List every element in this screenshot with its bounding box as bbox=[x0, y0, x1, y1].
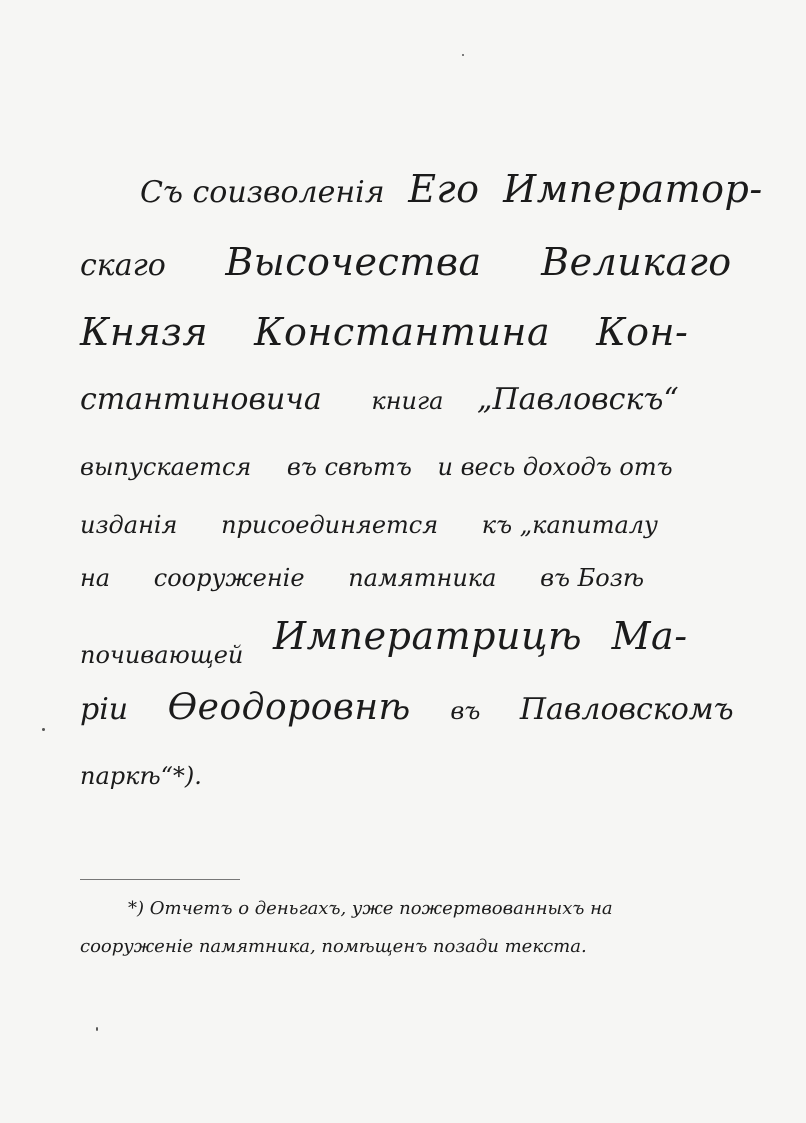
footnote-line-2 bbox=[80, 938, 587, 956]
text-fragment: Князя bbox=[80, 310, 208, 354]
footnote-divider bbox=[80, 879, 240, 880]
text-fragment: Императрицѣ bbox=[273, 614, 582, 658]
text-fragment: Высочества bbox=[225, 240, 482, 284]
text-line-1 bbox=[140, 167, 763, 211]
text-line-7 bbox=[80, 566, 644, 590]
text-fragment: Великаго bbox=[541, 240, 732, 284]
text-line-3 bbox=[80, 310, 689, 354]
text-fragment: стантиновича bbox=[80, 382, 322, 417]
text-fragment: ріи bbox=[80, 692, 129, 727]
text-line-4 bbox=[80, 382, 679, 417]
footnote-text: сооруженіе памятника, помѣщенъ позади текста. bbox=[80, 936, 587, 957]
text-fragment: на bbox=[80, 564, 111, 592]
text-line-8 bbox=[80, 614, 688, 669]
text-fragment: Константина bbox=[254, 310, 551, 354]
text-fragment: Его bbox=[408, 167, 480, 211]
text-line-9 bbox=[80, 687, 734, 728]
text-line-6 bbox=[80, 513, 658, 537]
footnote-line-1 bbox=[128, 900, 613, 918]
text-line-2 bbox=[80, 240, 732, 284]
text-fragment: Кон- bbox=[596, 310, 689, 354]
text-fragment: въ свѣтъ bbox=[286, 453, 412, 481]
text-fragment: Император- bbox=[503, 167, 763, 211]
text-fragment: „Павловскъ“ bbox=[476, 382, 679, 417]
text-fragment: почивающей bbox=[80, 641, 244, 669]
text-fragment: изданія bbox=[80, 511, 178, 539]
scan-speck bbox=[96, 1027, 98, 1031]
text-fragment: въ bbox=[450, 697, 481, 725]
text-fragment: скаго bbox=[80, 248, 166, 283]
text-fragment: и весь доходъ отъ bbox=[437, 453, 673, 481]
footnote-text: *) Отчетъ о деньгахъ, уже пожертвованныхъ на bbox=[128, 898, 613, 919]
scan-speck bbox=[42, 728, 45, 731]
text-line-5 bbox=[80, 455, 673, 479]
text-fragment: Ѳеодоровнѣ bbox=[167, 687, 411, 728]
text-fragment: книга bbox=[371, 387, 444, 415]
text-fragment: присоединяется bbox=[221, 511, 439, 539]
text-fragment: въ Бозѣ bbox=[540, 564, 645, 592]
text-fragment: Ма- bbox=[611, 614, 688, 658]
scan-speck bbox=[462, 54, 464, 56]
text-fragment: выпускается bbox=[80, 453, 252, 481]
text-fragment: памятника bbox=[348, 564, 497, 592]
text-fragment: Съ соизволенія bbox=[140, 175, 385, 210]
text-fragment: сооруженіе bbox=[153, 564, 305, 592]
text-fragment: Павловскомъ bbox=[519, 692, 734, 727]
text-fragment: паркѣ“*). bbox=[80, 762, 202, 790]
text-fragment: къ „капиталу bbox=[481, 511, 658, 539]
text-line-10 bbox=[80, 764, 202, 788]
